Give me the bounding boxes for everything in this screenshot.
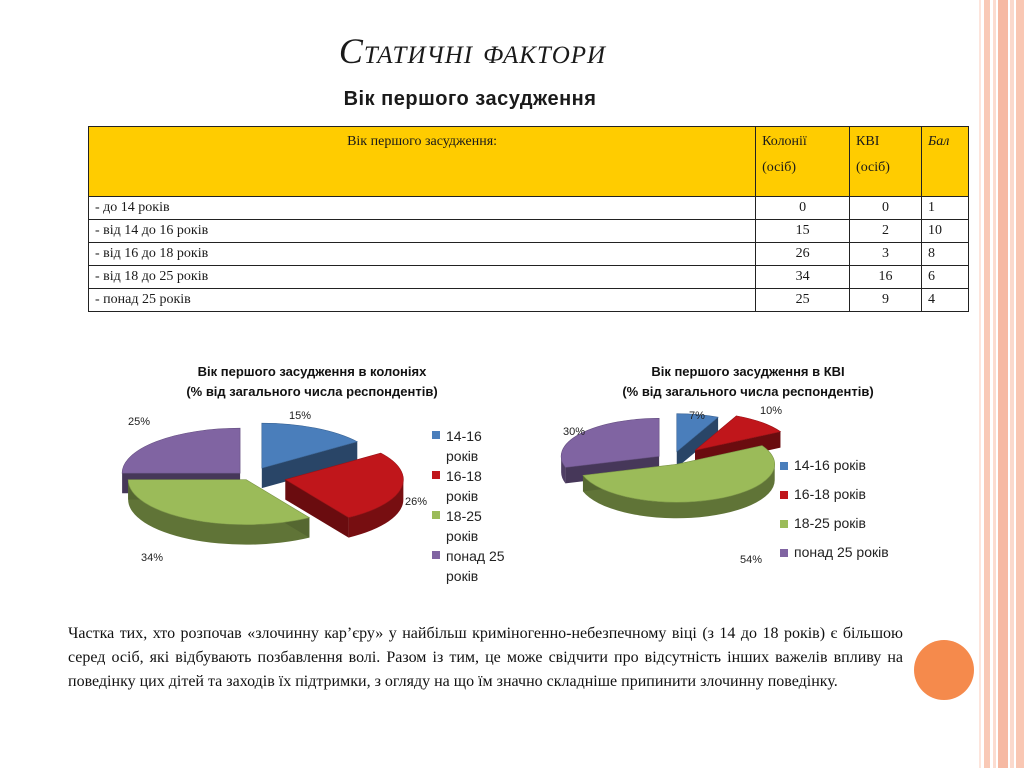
table-header-row xyxy=(89,127,969,197)
cell-kvi: 16 xyxy=(850,266,922,289)
cell-age: - від 14 до 16 років xyxy=(89,220,756,243)
stripe xyxy=(993,0,996,768)
cell-colonies: 34 xyxy=(756,266,850,289)
chart1-label-18-25: 34% xyxy=(141,552,164,564)
header-age: Вік першого засудження: xyxy=(89,127,756,197)
cell-bal: 4 xyxy=(922,289,969,312)
header-colonies-line2: (осіб) xyxy=(762,160,797,175)
chart2-title-line1: Вік першого засудження в КВІ xyxy=(651,364,845,379)
chart2-legend xyxy=(780,451,920,567)
chart2-title xyxy=(558,362,938,402)
legend-swatch xyxy=(780,549,788,557)
legend-label: 16-18 років xyxy=(794,486,866,502)
legend-swatch xyxy=(432,431,440,439)
legend-swatch xyxy=(780,520,788,528)
cell-bal: 1 xyxy=(922,197,969,220)
legend-item xyxy=(432,426,542,466)
legend-swatch xyxy=(432,511,440,519)
legend-item xyxy=(780,538,920,567)
legend-item xyxy=(432,466,542,506)
stripe xyxy=(984,0,990,768)
stripe xyxy=(979,0,981,768)
chart1-legend xyxy=(432,426,542,586)
cell-kvi: 9 xyxy=(850,289,922,312)
chart1-label-over-25: 25% xyxy=(128,416,151,428)
decorative-stripes xyxy=(976,0,1024,768)
stripe xyxy=(1010,0,1014,768)
header-colonies-line1: Колонії xyxy=(762,134,807,149)
cell-colonies: 15 xyxy=(756,220,850,243)
legend-label: 18-25 років xyxy=(446,508,482,544)
chart1-title-line2: (% від загального числа респондентів) xyxy=(186,384,438,399)
legend-item xyxy=(432,546,542,586)
stripe xyxy=(998,0,1008,768)
cell-bal: 6 xyxy=(922,266,969,289)
chart2-label-16-18: 10% xyxy=(760,405,783,417)
cell-kvi: 2 xyxy=(850,220,922,243)
chart1-label-14-16: 15% xyxy=(289,410,312,422)
chart2-title-line2: (% від загального числа респондентів) xyxy=(622,384,874,399)
legend-swatch xyxy=(432,551,440,559)
cell-kvi: 3 xyxy=(850,243,922,266)
legend-label: 14-16 років xyxy=(794,457,866,473)
chart1-title-line1: Вік першого засудження в колоніях xyxy=(197,364,427,379)
header-kvi-line1: КВІ xyxy=(856,134,880,149)
chart2-label-14-16: 7% xyxy=(689,410,705,422)
header-colonies xyxy=(756,127,850,197)
legend-label: понад 25 років xyxy=(794,544,889,560)
cell-age: - до 14 років xyxy=(89,197,756,220)
decorative-circle xyxy=(914,640,974,700)
header-bal: Бал xyxy=(922,127,969,197)
page-title: Статичні фактори xyxy=(338,31,607,71)
cell-age: - від 18 до 25 років xyxy=(89,266,756,289)
legend-swatch xyxy=(780,462,788,470)
cell-bal: 8 xyxy=(922,243,969,266)
legend-swatch xyxy=(780,491,788,499)
cell-age: - понад 25 років xyxy=(89,289,756,312)
table-row xyxy=(89,243,969,266)
legend-label: 14-16 років xyxy=(446,428,482,464)
cell-kvi: 0 xyxy=(850,197,922,220)
legend-item xyxy=(432,506,542,546)
cell-colonies: 0 xyxy=(756,197,850,220)
legend-item xyxy=(780,509,920,538)
cell-bal: 10 xyxy=(922,220,969,243)
legend-label: 16-18 років xyxy=(446,468,482,504)
page-subtitle: Вік першого засудження xyxy=(343,88,597,110)
table-row xyxy=(89,197,969,220)
legend-item xyxy=(780,451,920,480)
pie-slice xyxy=(122,428,240,473)
legend-label: 18-25 років xyxy=(794,515,866,531)
chart2-label-18-25: 54% xyxy=(740,554,763,566)
conclusion-paragraph: Частка тих, хто розпочав «злочинну кар’єру» у найбільш криміногенно-небезпечному віці (з 14 до 18 років) є більшою серед осіб, які відбувають позбавлення волі. Разом із тим, це може свідчити про відсутність інших важелів впливу на поведінку цих дітей та заходів їх підтримки, з огляду на що їм значно складніше припинити злочинну поведінку. xyxy=(68,625,903,690)
cell-colonies: 25 xyxy=(756,289,850,312)
header-kvi-line2: (осіб) xyxy=(856,160,890,175)
chart2-pie xyxy=(560,405,790,565)
data-table xyxy=(88,126,969,312)
table-row xyxy=(89,220,969,243)
header-kvi xyxy=(850,127,922,197)
legend-swatch xyxy=(432,471,440,479)
stripe xyxy=(1016,0,1024,768)
chart1-title xyxy=(112,362,512,402)
legend-item xyxy=(780,480,920,509)
cell-colonies: 26 xyxy=(756,243,850,266)
cell-age: - від 16 до 18 років xyxy=(89,243,756,266)
legend-label: понад 25 років xyxy=(446,548,505,584)
chart2-label-over-25: 30% xyxy=(563,426,586,438)
table-row xyxy=(89,266,969,289)
chart1-label-16-18: 26% xyxy=(405,496,428,508)
table-row xyxy=(89,289,969,312)
